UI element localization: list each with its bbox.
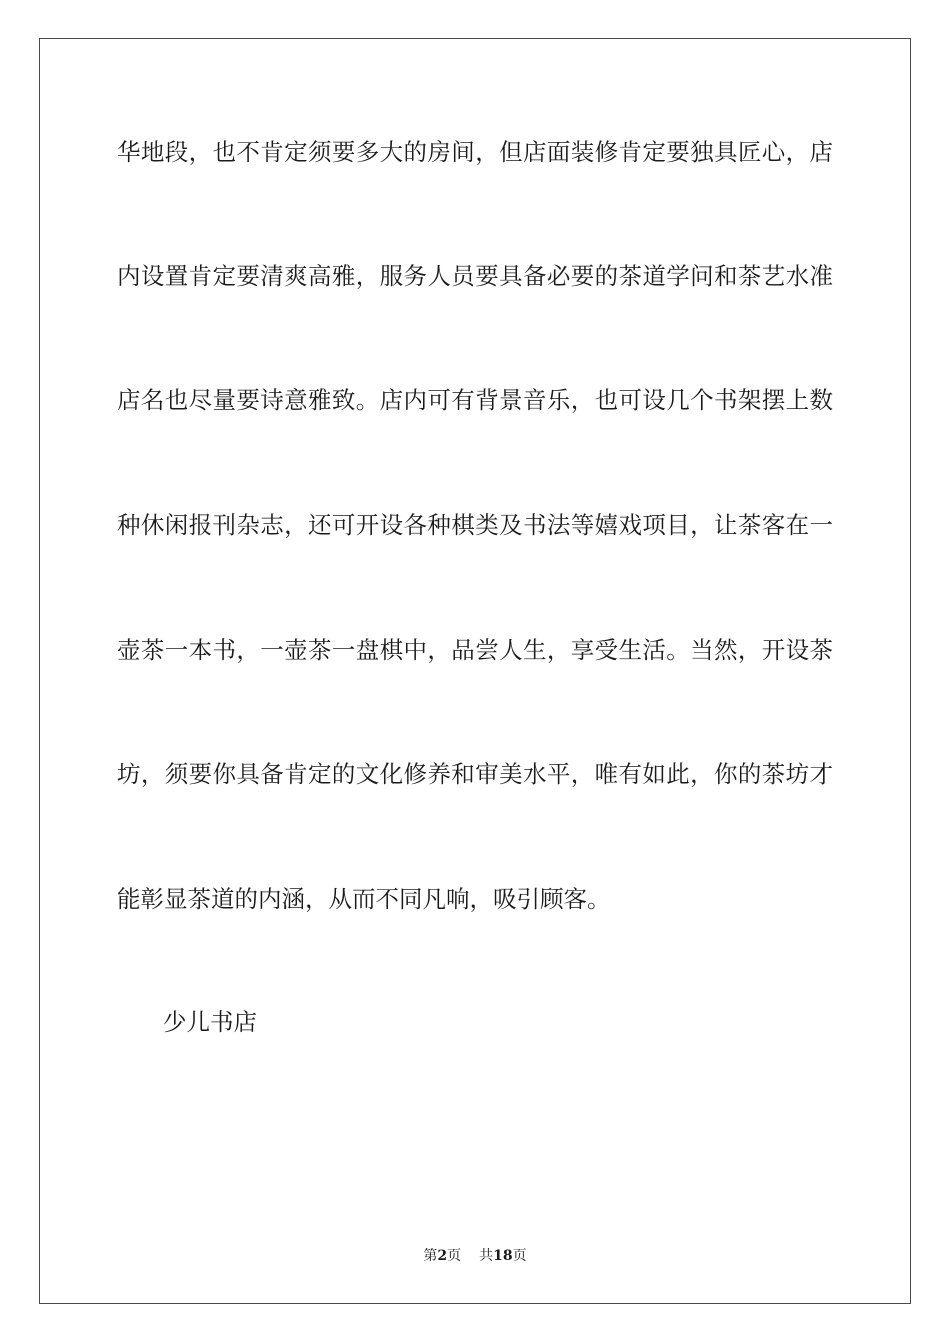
page-footer [0, 1246, 950, 1266]
body-line-7: 能彰显茶道的内涵，从而不同凡响，吸引顾客。 [117, 885, 611, 913]
body-line-6: 坊，须要你具备肯定的文化修养和审美水平，唯有如此，你的茶坊才 [117, 760, 833, 788]
body-line-2: 内设置肯定要清爽高雅，服务人员要具备必要的茶道学问和茶艺水准 [117, 262, 833, 290]
page-suffix: 页 [447, 1248, 462, 1264]
page-prefix: 第 [423, 1248, 438, 1264]
body-line-1: 华地段，也不肯定须要多大的房间，但店面装修肯定要独具匠心，店 [117, 138, 833, 166]
page-number: 2 [437, 1248, 448, 1264]
body-line-4: 种休闲报刊杂志，还可开设各种棋类及书法等嬉戏项目，让茶客在一 [117, 511, 833, 539]
section-heading: 少儿书店 [163, 1008, 257, 1036]
body-line-3: 店名也尽量要诗意雅致。店内可有背景音乐，也可设几个书架摆上数 [117, 386, 833, 414]
total-pages: 18 [493, 1248, 513, 1264]
total-prefix: 共 [479, 1248, 494, 1264]
page-border [39, 38, 911, 1304]
body-line-5: 壶茶一本书，一壶茶一盘棋中，品尝人生，享受生活。当然，开设茶 [117, 636, 833, 664]
total-suffix: 页 [512, 1248, 527, 1264]
